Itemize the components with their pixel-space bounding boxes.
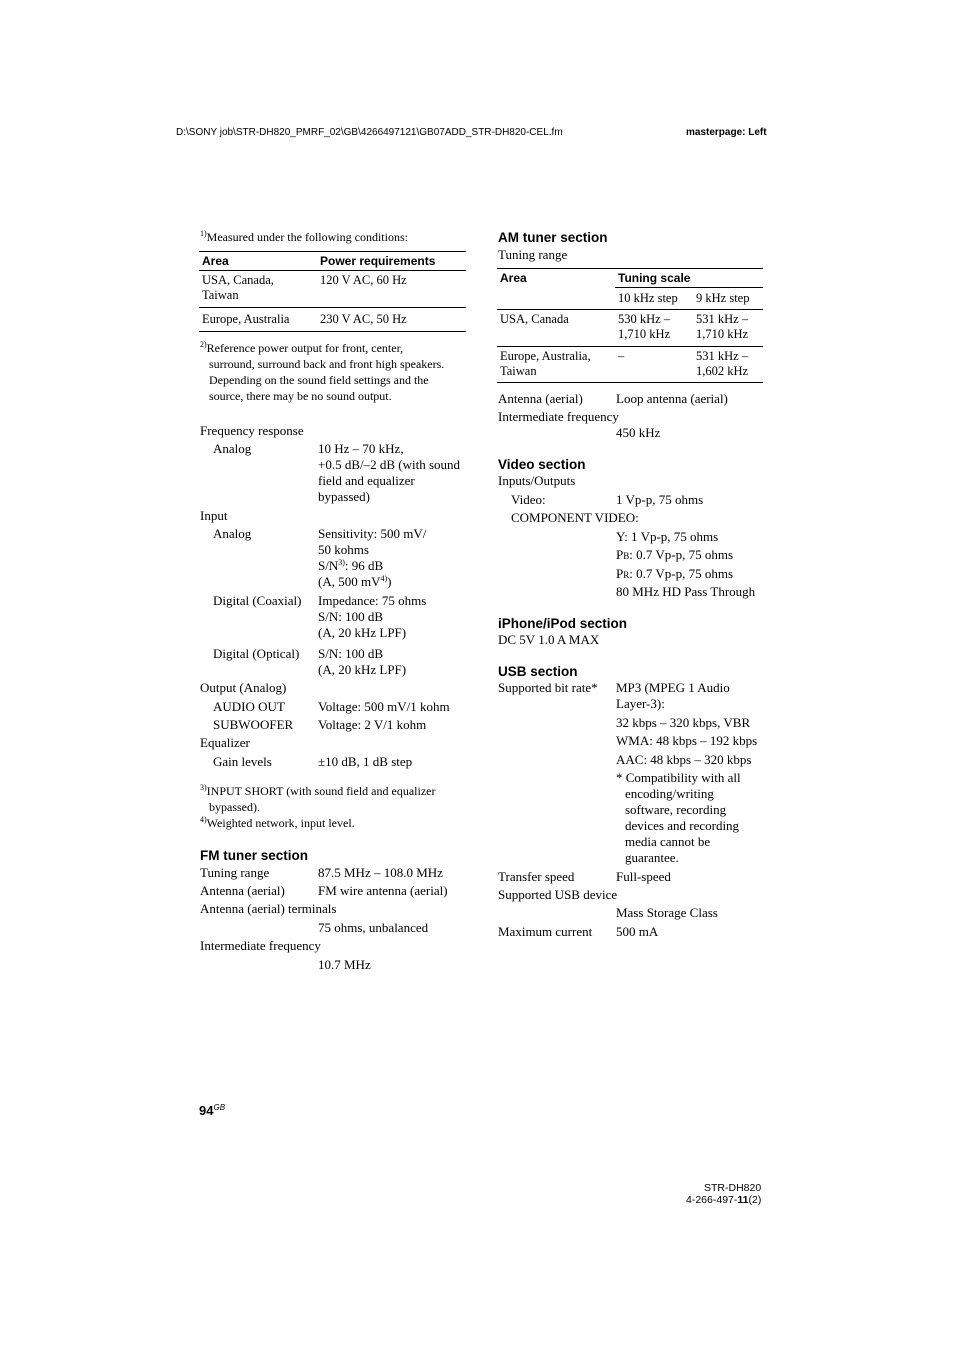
table-subheader-row: 10 kHz step 9 kHz step	[497, 288, 763, 310]
iphone-value: DC 5V 1.0 A MAX	[498, 632, 600, 647]
optical-value: S/N: 100 dB (A, 20 kHz LPF)	[318, 646, 407, 677]
am-if-label: Intermediate frequency	[498, 409, 619, 424]
video-label: Video:	[511, 492, 546, 507]
footnote-4: $^{4)}$Weighted network, input level.	[200, 815, 355, 830]
usb-compatibility-note: * Compatibility with all encoding/writing software, recording devices and recording media cannot be guarantee.	[616, 770, 741, 865]
usb-section-heading: USB section	[498, 664, 578, 679]
max-current-label: Maximum current	[498, 924, 593, 939]
power-requirements-table	[199, 251, 466, 332]
usb-aac-value: AAC: 48 kbps – 320 kbps	[616, 752, 752, 767]
analog-label: Analog	[213, 441, 252, 456]
usb-wma-value: WMA: 48 kbps – 192 kbps	[616, 733, 758, 748]
usb-device-label: Supported USB device	[498, 887, 618, 902]
equalizer-label: Equalizer	[200, 735, 250, 750]
table-header-area: Area	[500, 271, 527, 286]
coaxial-label: Digital (Coaxial)	[213, 593, 302, 608]
am-antenna-label: Antenna (aerial)	[498, 391, 583, 406]
fm-if-label: Intermediate frequency	[200, 938, 321, 953]
max-current-value: 500 mA	[616, 924, 659, 939]
table-row: Europe, Australia, Taiwan – 531 kHz – 1,602 kHz	[497, 347, 763, 383]
audio-out-label: AUDIO OUT	[213, 699, 285, 714]
usb-device-value: Mass Storage Class	[616, 905, 718, 920]
usb-bitrate-label: Supported bit rate*	[498, 680, 598, 695]
am-tuning-scale-table	[497, 268, 763, 383]
footnote-3: $^{3)}$INPUT SHORT (with sound field and equalizer bypassed).	[200, 783, 436, 814]
table-row: Europe, Australia 230 V AC, 50 Hz	[199, 308, 466, 332]
page-number: $94^{GB}$	[199, 1103, 226, 1118]
table-row: USA, Canada 530 kHz – 1,710 kHz 531 kHz – 1,710 kHz	[497, 310, 763, 347]
fm-terminals-label: Antenna (aerial) terminals	[200, 901, 337, 916]
fm-tuning-range-value: 87.5 MHz – 108.0 MHz	[318, 865, 443, 880]
fm-tuning-range-label: Tuning range	[200, 865, 270, 880]
input-label: Input	[200, 508, 228, 523]
input-analog-value: Sensitivity: 500 mV/ 50 kohms $S/N^{3)}$: 96 dB (A, 500 $mV^{4)}$)	[318, 526, 427, 589]
analog-value: 10 Hz – 70 kHz, +0.5 dB/–2 dB (with sound field and equalizer bypassed)	[318, 441, 461, 504]
optical-label: Digital (Optical)	[213, 646, 300, 661]
fm-tuner-heading: FM tuner section	[200, 848, 309, 863]
component-y-value: Y: 1 Vp-p, 75 ohms	[616, 529, 719, 544]
fm-terminals-value: 75 ohms, unbalanced	[318, 920, 429, 935]
table-header-power: Power requirements	[317, 252, 466, 271]
gain-levels-label: Gain levels	[213, 754, 272, 769]
document-code: 4-266-497-11(2)	[686, 1194, 762, 1206]
am-tuner-heading: AM tuner section	[498, 230, 608, 245]
subwoofer-value: Voltage: 2 V/1 kohm	[318, 717, 427, 732]
input-analog-label: Analog	[213, 526, 252, 541]
table-header-area: Area	[199, 252, 317, 271]
output-label: Output (Analog)	[200, 680, 287, 695]
am-if-value: 450 kHz	[616, 425, 661, 440]
iphone-section-heading: iPhone/iPod section	[498, 616, 628, 631]
table-row: Taiwan	[199, 288, 466, 308]
usb-mp3-value: 32 kbps – 320 kbps, VBR	[616, 715, 751, 730]
model-number: STR-DH820	[704, 1182, 762, 1194]
footnote-2: $^{2)}$Reference power output for front, center, surround, surround back and front high speakers. Depending on the sound field settings and the source, there may be no sound output.	[200, 340, 445, 403]
file-path: D:\SONY job\STR-DH820_PMRF_02\GB\4266497121\GB07ADD_STR-DH820-CEL.fm	[176, 127, 563, 138]
component-pb-value: PB: 0.7 Vp-p, 75 ohms	[616, 547, 734, 562]
video-value: 1 Vp-p, 75 ohms	[616, 492, 704, 507]
fm-antenna-label: Antenna (aerial)	[200, 883, 285, 898]
component-hd-value: 80 MHz HD Pass Through	[616, 584, 756, 599]
component-video-label: COMPONENT VIDEO:	[511, 510, 639, 525]
footnote-1: $^{1)}$Measured under the following conditions:	[200, 229, 408, 244]
masterpage-label: masterpage: Left	[686, 127, 767, 138]
video-io-label: Inputs/Outputs	[498, 473, 576, 488]
audio-out-value: Voltage: 500 mV/1 kohm	[318, 699, 450, 714]
gain-levels-value: ±10 dB, 1 dB step	[318, 754, 413, 769]
component-pr-value: PR: 0.7 Vp-p, 75 ohms	[616, 566, 734, 581]
fm-antenna-value: FM wire antenna (aerial)	[318, 883, 448, 898]
video-section-heading: Video section	[498, 457, 586, 472]
transfer-speed-value: Full-speed	[616, 869, 671, 884]
subwoofer-label: SUBWOOFER	[213, 717, 294, 732]
fm-if-value: 10.7 MHz	[318, 957, 371, 972]
usb-bitrate-value: MP3 (MPEG 1 Audio Layer-3):	[616, 680, 730, 711]
transfer-speed-label: Transfer speed	[498, 869, 575, 884]
coaxial-value: Impedance: 75 ohms S/N: 100 dB (A, 20 kHz LPF)	[318, 593, 427, 640]
table-row: USA, Canada, 120 V AC, 60 Hz	[202, 273, 407, 287]
am-antenna-value: Loop antenna (aerial)	[616, 391, 728, 406]
am-tuning-range-label: Tuning range	[498, 247, 568, 262]
frequency-response-label: Frequency response	[200, 423, 304, 438]
table-header-tuning-scale: Tuning scale	[615, 269, 763, 288]
